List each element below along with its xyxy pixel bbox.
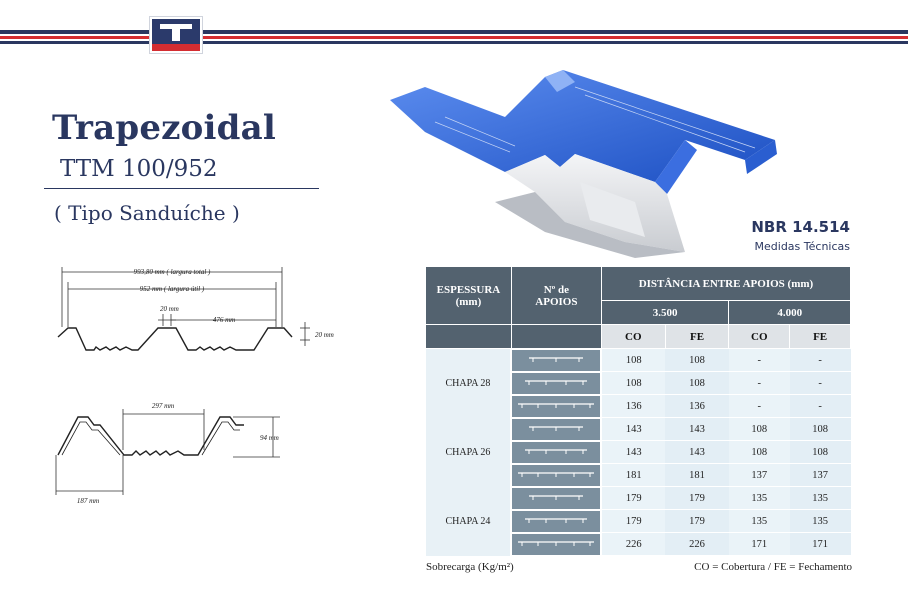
table-cell: 108 [601, 349, 665, 372]
header-fe-2: FE [790, 325, 851, 349]
dim-height-top: 20 mm [315, 331, 334, 339]
thickness-label: CHAPA 24 [426, 487, 512, 556]
supports-icon [511, 418, 601, 441]
table-cell: 108 [729, 441, 790, 464]
page-title: Trapezoidal [52, 108, 276, 148]
table-cell: 181 [601, 464, 665, 487]
table-cell: 171 [729, 533, 790, 556]
header-stripe-navy-top [0, 30, 908, 34]
table-cell: 108 [665, 372, 729, 395]
title-divider [44, 188, 319, 189]
supports-icon [511, 372, 601, 395]
norm-subtitle: Medidas Técnicas [754, 240, 850, 253]
table-cell: 135 [729, 487, 790, 510]
thickness-label: CHAPA 26 [426, 418, 512, 487]
product-type: ( Tipo Sanduíche ) [54, 201, 240, 225]
table-cell: - [729, 349, 790, 372]
footer-legend: CO = Cobertura / FE = Fechamento [694, 561, 852, 573]
header-fe-1: FE [665, 325, 729, 349]
table-cell: 179 [601, 487, 665, 510]
header-supports: Nº de APOIOS [511, 267, 601, 325]
table-cell: 108 [601, 372, 665, 395]
supports-icon [511, 487, 601, 510]
header-co-1: CO [601, 325, 665, 349]
table-cell: 226 [601, 533, 665, 556]
header-co-2: CO [729, 325, 790, 349]
dim-useful-width: 952 mm ( largura útil ) [139, 285, 205, 293]
table-cell: 181 [665, 464, 729, 487]
table-cell: 135 [790, 510, 851, 533]
header-thickness: ESPESSURA (mm) [426, 267, 512, 325]
table-cell: - [729, 395, 790, 418]
supports-icon [511, 395, 601, 418]
header-stripe-red [0, 36, 908, 39]
supports-icon [511, 464, 601, 487]
table-row [426, 349, 851, 372]
logo-t-icon [152, 19, 200, 44]
dim-pitch: 476 mm [212, 316, 236, 324]
table-cell: 137 [729, 464, 790, 487]
table-cell: 179 [665, 487, 729, 510]
spec-table [425, 266, 851, 557]
table-cell: 143 [665, 441, 729, 464]
brand-logo [150, 17, 202, 53]
supports-icon [511, 349, 601, 372]
table-cell: - [790, 349, 851, 372]
table-cell: - [790, 372, 851, 395]
table-cell: 143 [665, 418, 729, 441]
table-cell: 143 [601, 418, 665, 441]
norm-block [751, 218, 850, 253]
table-cell: 108 [790, 441, 851, 464]
table-cell: 226 [665, 533, 729, 556]
table-row [426, 487, 851, 510]
footer-load-note: Sobrecarga (Kg/m²) [426, 561, 514, 573]
table-cell: 108 [665, 349, 729, 372]
thickness-label: CHAPA 28 [426, 349, 512, 418]
table-cell: 108 [790, 418, 851, 441]
table-cell: 179 [601, 510, 665, 533]
table-cell: 179 [665, 510, 729, 533]
table-cell: 136 [601, 395, 665, 418]
table-row [426, 418, 851, 441]
dim-height-bottom: 94 mm [260, 434, 279, 442]
header-distance: DISTÂNCIA ENTRE APOIOS (mm) [601, 267, 850, 301]
table-cell: 135 [790, 487, 851, 510]
table-cell: 143 [601, 441, 665, 464]
header-span-2: 4.000 [729, 301, 851, 325]
table-cell: 108 [729, 418, 790, 441]
profile-diagram-bottom [48, 395, 308, 515]
table-cell: - [729, 372, 790, 395]
norm-code: NBR 14.514 [751, 218, 850, 236]
header-stripe-navy-bottom [0, 41, 908, 44]
header-span-1: 3.500 [601, 301, 729, 325]
supports-icon [511, 510, 601, 533]
product-model: TTM 100/952 [60, 156, 218, 182]
supports-icon [511, 533, 601, 556]
dim-rib: 20 mm [160, 305, 179, 313]
dim-total-width: 993,80 mm ( largura total ) [133, 268, 211, 276]
table-cell: 136 [665, 395, 729, 418]
profile-diagram-top [48, 262, 348, 372]
table-cell: - [790, 395, 851, 418]
supports-icon [511, 441, 601, 464]
table-cell: 135 [729, 510, 790, 533]
dim-valley: 297 mm [151, 402, 175, 410]
table-cell: 171 [790, 533, 851, 556]
table-cell: 137 [790, 464, 851, 487]
dim-crest: 187 mm [76, 497, 100, 505]
